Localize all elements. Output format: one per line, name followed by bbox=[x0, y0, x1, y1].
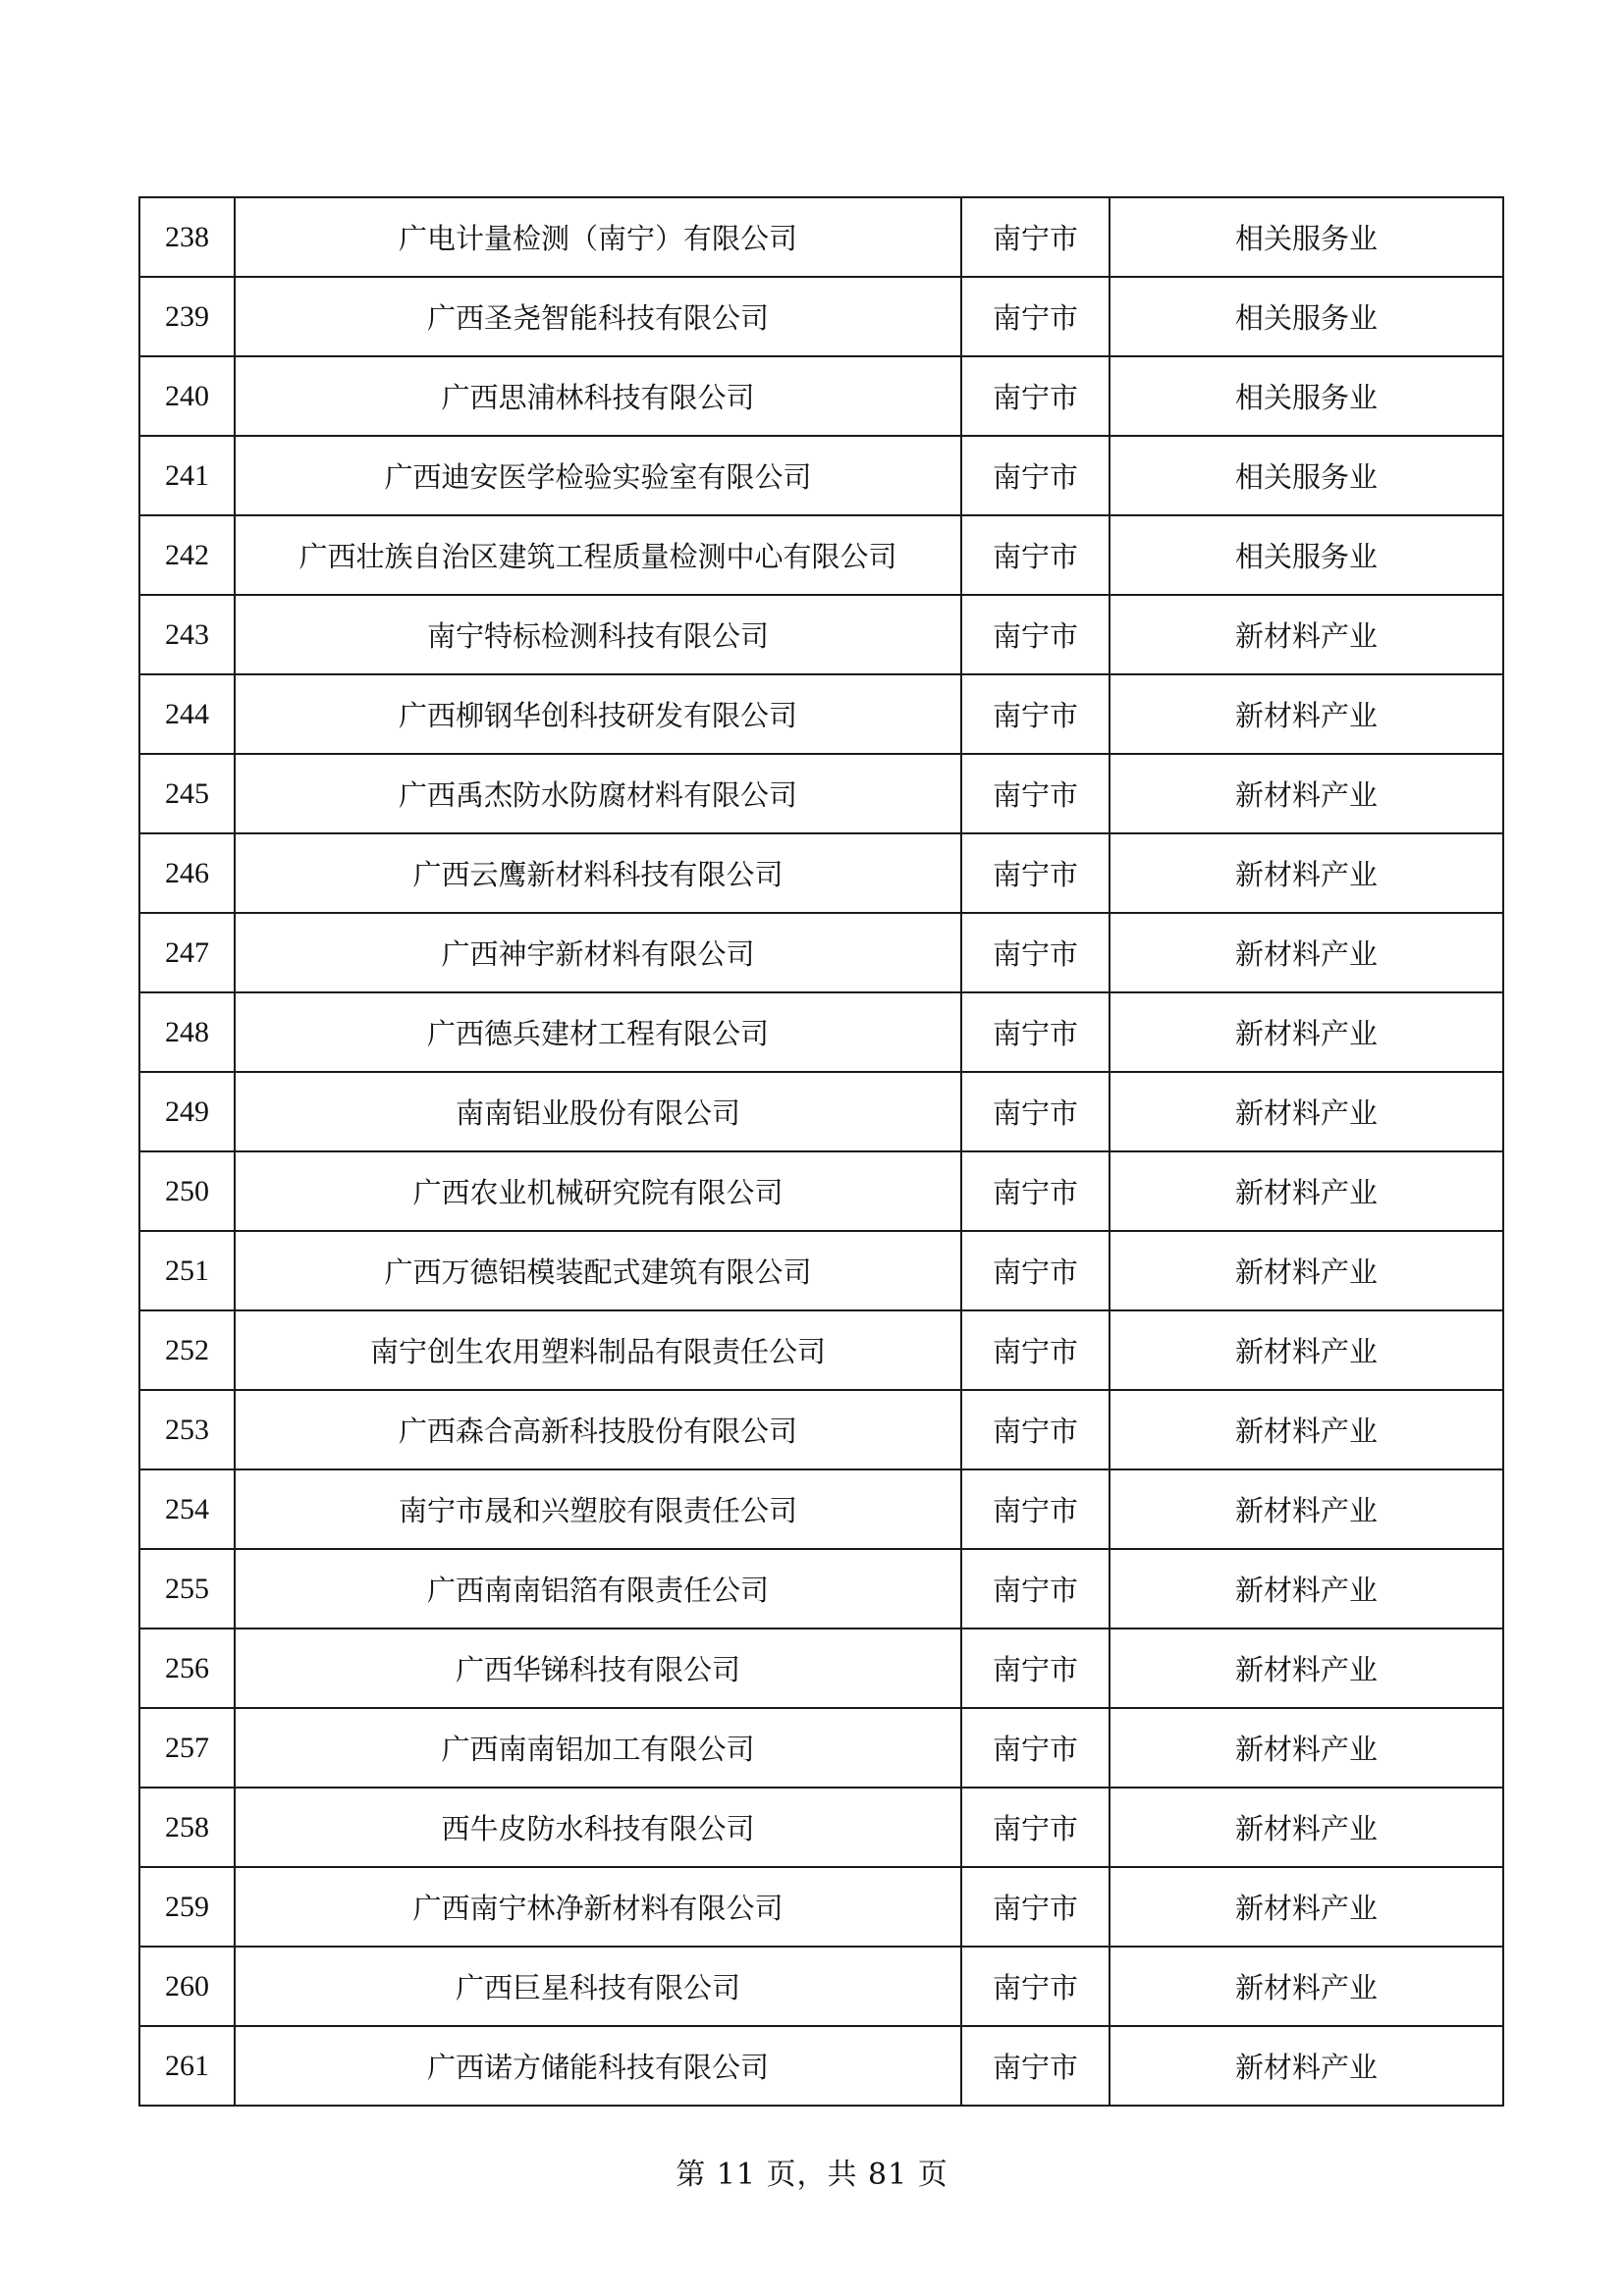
city: 南宁市 bbox=[961, 1310, 1110, 1390]
industry: 新材料产业 bbox=[1110, 992, 1503, 1072]
city: 南宁市 bbox=[961, 913, 1110, 992]
row-number: 240 bbox=[139, 356, 235, 436]
company-name: 广西南南铝加工有限公司 bbox=[235, 1708, 961, 1788]
industry: 新材料产业 bbox=[1110, 1390, 1503, 1469]
industry: 新材料产业 bbox=[1110, 1549, 1503, 1629]
city: 南宁市 bbox=[961, 992, 1110, 1072]
industry: 新材料产业 bbox=[1110, 1310, 1503, 1390]
table-row bbox=[139, 1231, 1503, 1310]
table-row bbox=[139, 1867, 1503, 1947]
city: 南宁市 bbox=[961, 674, 1110, 754]
row-number: 243 bbox=[139, 595, 235, 674]
industry: 新材料产业 bbox=[1110, 1151, 1503, 1231]
company-name: 西牛皮防水科技有限公司 bbox=[235, 1788, 961, 1867]
city: 南宁市 bbox=[961, 1151, 1110, 1231]
company-name: 广电计量检测（南宁）有限公司 bbox=[235, 197, 961, 277]
row-number: 260 bbox=[139, 1947, 235, 2026]
city: 南宁市 bbox=[961, 1708, 1110, 1788]
industry: 新材料产业 bbox=[1110, 1231, 1503, 1310]
company-name: 广西壮族自治区建筑工程质量检测中心有限公司 bbox=[235, 515, 961, 595]
table-row bbox=[139, 595, 1503, 674]
table-row bbox=[139, 1469, 1503, 1549]
table-row bbox=[139, 1629, 1503, 1708]
row-number: 261 bbox=[139, 2026, 235, 2106]
city: 南宁市 bbox=[961, 1390, 1110, 1469]
industry: 新材料产业 bbox=[1110, 1708, 1503, 1788]
company-name: 南宁创生农用塑料制品有限责任公司 bbox=[235, 1310, 961, 1390]
industry: 新材料产业 bbox=[1110, 1947, 1503, 2026]
company-name: 广西柳钢华创科技研发有限公司 bbox=[235, 674, 961, 754]
company-table-body bbox=[139, 197, 1503, 2106]
industry: 相关服务业 bbox=[1110, 277, 1503, 356]
row-number: 254 bbox=[139, 1469, 235, 1549]
city: 南宁市 bbox=[961, 833, 1110, 913]
table-row bbox=[139, 2026, 1503, 2106]
row-number: 238 bbox=[139, 197, 235, 277]
company-name: 广西思浦林科技有限公司 bbox=[235, 356, 961, 436]
city: 南宁市 bbox=[961, 1469, 1110, 1549]
company-name: 广西迪安医学检验实验室有限公司 bbox=[235, 436, 961, 515]
table-row bbox=[139, 833, 1503, 913]
city: 南宁市 bbox=[961, 595, 1110, 674]
row-number: 258 bbox=[139, 1788, 235, 1867]
industry: 相关服务业 bbox=[1110, 356, 1503, 436]
row-number: 244 bbox=[139, 674, 235, 754]
city: 南宁市 bbox=[961, 1947, 1110, 2026]
row-number: 259 bbox=[139, 1867, 235, 1947]
industry: 新材料产业 bbox=[1110, 595, 1503, 674]
company-name: 广西德兵建材工程有限公司 bbox=[235, 992, 961, 1072]
row-number: 241 bbox=[139, 436, 235, 515]
table-row bbox=[139, 1310, 1503, 1390]
city: 南宁市 bbox=[961, 515, 1110, 595]
company-name: 广西华锑科技有限公司 bbox=[235, 1629, 961, 1708]
city: 南宁市 bbox=[961, 1549, 1110, 1629]
table-row bbox=[139, 1947, 1503, 2026]
row-number: 255 bbox=[139, 1549, 235, 1629]
table-row bbox=[139, 1708, 1503, 1788]
table-row bbox=[139, 356, 1503, 436]
row-number: 251 bbox=[139, 1231, 235, 1310]
city: 南宁市 bbox=[961, 277, 1110, 356]
table-row bbox=[139, 1549, 1503, 1629]
company-name: 广西万德铝模装配式建筑有限公司 bbox=[235, 1231, 961, 1310]
row-number: 252 bbox=[139, 1310, 235, 1390]
company-name: 广西云鹰新材料科技有限公司 bbox=[235, 833, 961, 913]
city: 南宁市 bbox=[961, 356, 1110, 436]
row-number: 246 bbox=[139, 833, 235, 913]
company-name: 广西圣尧智能科技有限公司 bbox=[235, 277, 961, 356]
company-name: 广西南宁林净新材料有限公司 bbox=[235, 1867, 961, 1947]
row-number: 256 bbox=[139, 1629, 235, 1708]
table-row bbox=[139, 1390, 1503, 1469]
company-name: 广西神宇新材料有限公司 bbox=[235, 913, 961, 992]
company-name: 广西诺方储能科技有限公司 bbox=[235, 2026, 961, 2106]
industry: 相关服务业 bbox=[1110, 436, 1503, 515]
city: 南宁市 bbox=[961, 1788, 1110, 1867]
row-number: 247 bbox=[139, 913, 235, 992]
industry: 新材料产业 bbox=[1110, 1788, 1503, 1867]
table-row bbox=[139, 436, 1503, 515]
company-table bbox=[138, 196, 1504, 2107]
table-row bbox=[139, 1788, 1503, 1867]
table-row bbox=[139, 913, 1503, 992]
row-number: 242 bbox=[139, 515, 235, 595]
company-name: 广西禹杰防水防腐材料有限公司 bbox=[235, 754, 961, 833]
row-number: 257 bbox=[139, 1708, 235, 1788]
company-name: 南宁市晟和兴塑胶有限责任公司 bbox=[235, 1469, 961, 1549]
row-number: 250 bbox=[139, 1151, 235, 1231]
table-row bbox=[139, 674, 1503, 754]
row-number: 249 bbox=[139, 1072, 235, 1151]
city: 南宁市 bbox=[961, 1629, 1110, 1708]
table-row bbox=[139, 992, 1503, 1072]
city: 南宁市 bbox=[961, 1867, 1110, 1947]
page-number-footer: 第 11 页，共 81 页 bbox=[676, 2158, 948, 2192]
table-row bbox=[139, 754, 1503, 833]
city: 南宁市 bbox=[961, 197, 1110, 277]
company-name: 广西巨星科技有限公司 bbox=[235, 1947, 961, 2026]
row-number: 245 bbox=[139, 754, 235, 833]
company-name: 广西南南铝箔有限责任公司 bbox=[235, 1549, 961, 1629]
industry: 新材料产业 bbox=[1110, 833, 1503, 913]
company-name: 广西农业机械研究院有限公司 bbox=[235, 1151, 961, 1231]
table-row bbox=[139, 277, 1503, 356]
city: 南宁市 bbox=[961, 1231, 1110, 1310]
city: 南宁市 bbox=[961, 436, 1110, 515]
row-number: 253 bbox=[139, 1390, 235, 1469]
row-number: 239 bbox=[139, 277, 235, 356]
city: 南宁市 bbox=[961, 1072, 1110, 1151]
city: 南宁市 bbox=[961, 754, 1110, 833]
industry: 新材料产业 bbox=[1110, 1072, 1503, 1151]
table-row bbox=[139, 197, 1503, 277]
industry: 相关服务业 bbox=[1110, 515, 1503, 595]
company-name: 广西森合高新科技股份有限公司 bbox=[235, 1390, 961, 1469]
industry: 新材料产业 bbox=[1110, 754, 1503, 833]
industry: 新材料产业 bbox=[1110, 674, 1503, 754]
table-row bbox=[139, 1151, 1503, 1231]
company-name: 南宁特标检测科技有限公司 bbox=[235, 595, 961, 674]
industry: 相关服务业 bbox=[1110, 197, 1503, 277]
industry: 新材料产业 bbox=[1110, 1867, 1503, 1947]
industry: 新材料产业 bbox=[1110, 1629, 1503, 1708]
company-name: 南南铝业股份有限公司 bbox=[235, 1072, 961, 1151]
city: 南宁市 bbox=[961, 2026, 1110, 2106]
industry: 新材料产业 bbox=[1110, 913, 1503, 992]
industry: 新材料产业 bbox=[1110, 2026, 1503, 2106]
table-row bbox=[139, 1072, 1503, 1151]
industry: 新材料产业 bbox=[1110, 1469, 1503, 1549]
row-number: 248 bbox=[139, 992, 235, 1072]
table-row bbox=[139, 515, 1503, 595]
